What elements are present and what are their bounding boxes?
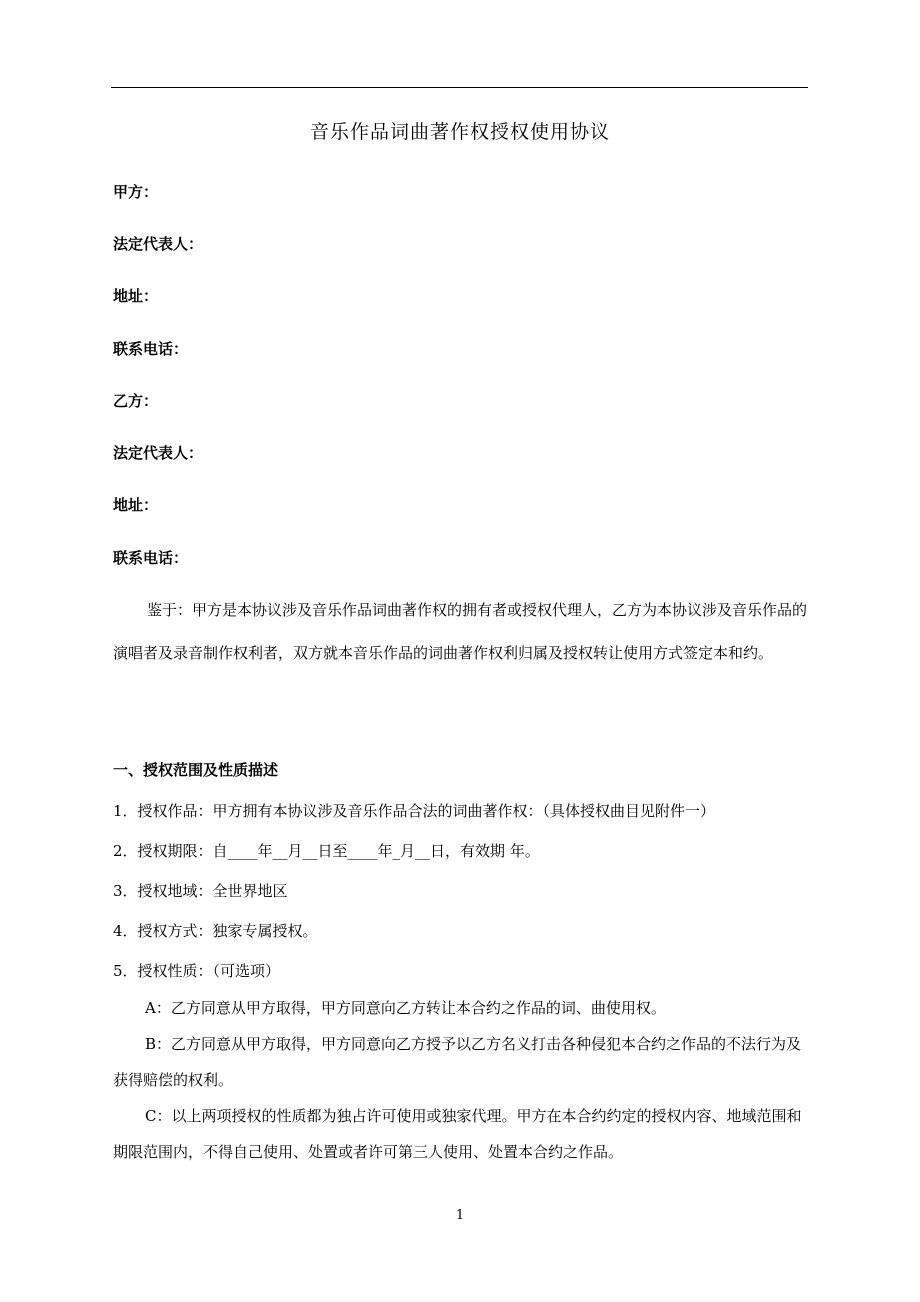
party-b-label: 乙方：	[113, 392, 159, 410]
header-rule	[111, 87, 808, 88]
page-number: 1	[455, 1208, 465, 1223]
option-b	[113, 1026, 810, 1098]
party-a-representative-label: 法定代表人：	[113, 235, 204, 253]
option-b-text: B：乙方同意从甲方取得，甲方同意向乙方授予以乙方名义打击各种侵犯本合约之作品的不法行为及获得赔偿的权利。	[113, 1035, 802, 1089]
section-1-item-1: 1．授权作品：甲方拥有本协议涉及音乐作品合法的词曲著作权：（具体授权曲目见附件一）	[113, 802, 716, 820]
party-a-label: 甲方：	[113, 183, 159, 201]
section-1-item-3: 3．授权地域：全世界地区	[113, 882, 288, 900]
party-a-phone-label: 联系电话：	[113, 340, 189, 358]
party-a-address-label: 地址：	[113, 287, 159, 305]
document-title: 音乐作品词曲著作权授权使用协议	[309, 121, 610, 143]
option-c-text: C：以上两项授权的性质都为独占许可使用或独家代理。甲方在本合约约定的授权内容、地域范围和期限范围内，不得自己使用、处置或者许可第三人使用、处置本合约之作品。	[113, 1107, 802, 1161]
party-b-phone-label: 联系电话：	[113, 549, 189, 567]
section-1-item-5: 5．授权性质：（可选项）	[113, 962, 281, 980]
section-1-item-2: 2．授权期限：自____年__月__日至____年_月__日，有效期 年。	[113, 842, 540, 860]
option-a	[113, 990, 810, 1026]
section-1-item-4: 4．授权方式：独家专属授权。	[113, 922, 318, 940]
option-a-text: A：乙方同意从甲方取得，甲方同意向乙方转让本合约之作品的词、曲使用权。	[145, 999, 666, 1017]
party-b-representative-label: 法定代表人：	[113, 444, 204, 462]
option-c	[113, 1098, 810, 1170]
section-1-heading: 一、授权范围及性质描述	[113, 761, 279, 779]
preamble-paragraph	[113, 589, 810, 675]
party-b-address-label: 地址：	[113, 496, 159, 514]
preamble-text: 鉴于：甲方是本协议涉及音乐作品词曲著作权的拥有者或授权代理人，乙方为本协议涉及音乐作品的演唱者及录音制作权利者，双方就本音乐作品的词曲著作权利归属及授权转让使用方式签定本和约。	[113, 601, 808, 662]
